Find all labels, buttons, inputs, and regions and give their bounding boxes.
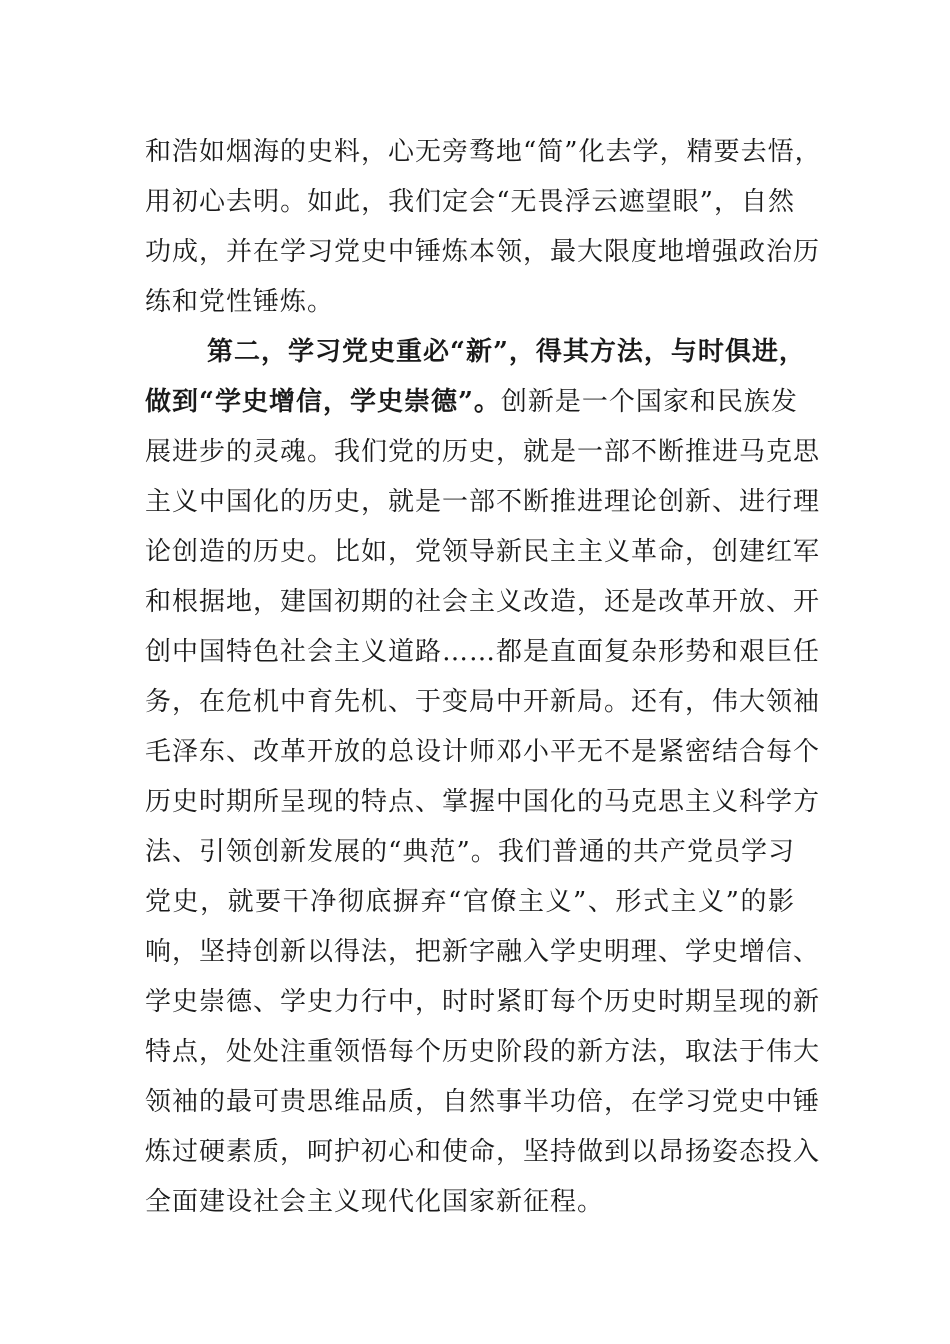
paragraph-2-heading-line-1: 第二，学习党史重必“新”，得其方法，与时俱进， — [207, 337, 806, 367]
paragraph-2-line-16: 全面建设社会主义现代化国家新征程。 — [145, 1187, 605, 1217]
paragraph-2-line-6: 务，在危机中育先机、于变局中开新局。还有，伟大领袖 — [145, 687, 821, 717]
paragraph-2-line-9: 法、引领创新发展的“典范”。我们普通的共产党员学习 — [145, 837, 795, 867]
paragraph-2-line-14: 领袖的最可贵思维品质，自然事半功倍，在学习党史中锤 — [145, 1087, 821, 1117]
paragraph-2 — [145, 327, 821, 1227]
paragraph-1-line-4: 练和党性锤炼。 — [145, 287, 335, 317]
paragraph-1-line-3: 功成，并在学习党史中锤炼本领，最大限度地增强政治历 — [145, 237, 821, 267]
paragraph-2-line-8: 历史时期所呈现的特点、掌握中国化的马克思主义科学方 — [145, 787, 821, 817]
paragraph-2-line-10: 党史，就要干净彻底摒弃“官僚主义”、形式主义”的影 — [145, 887, 795, 917]
paragraph-2-line-15: 炼过硬素质，呵护初心和使命，坚持做到以昂扬姿态投入 — [145, 1137, 821, 1167]
paragraph-2-line-13: 特点，处处注重领悟每个历史阶段的新方法，取法于伟大 — [145, 1037, 821, 1067]
paragraph-2-line-4: 和根据地，建国初期的社会主义改造，还是改革开放、开 — [145, 587, 821, 617]
paragraph-2-line-2: 主义中国化的历史，就是一部不断推进理论创新、进行理 — [145, 487, 821, 517]
paragraph-1-line-2: 用初心去明。如此，我们定会“无畏浮云遮望眼”，自然 — [145, 187, 795, 217]
paragraph-2-line-1: 展进步的灵魂。我们党的历史，就是一部不断推进马克思 — [145, 437, 821, 467]
paragraph-2-line-12: 学史崇德、学史力行中，时时紧盯每个历史时期呈现的新 — [145, 987, 821, 1017]
paragraph-2-line-11: 响，坚持创新以得法，把新字融入学史明理、学史增信、 — [145, 937, 821, 967]
paragraph-2-heading-rest: 创新是一个国家和民族发 — [500, 387, 798, 417]
paragraph-2-line-3: 论创造的历史。比如，党领导新民主主义革命，创建红军 — [145, 537, 821, 567]
paragraph-2-heading-line-2 — [145, 377, 798, 427]
paragraph-2-line-7: 毛泽东、改革开放的总设计师邓小平无不是紧密结合每个 — [145, 737, 821, 767]
paragraph-2-heading-bold: 做到“学史增信，学史崇德”。 — [145, 387, 501, 417]
paragraph-1 — [145, 127, 822, 327]
paragraph-1-line-1: 和浩如烟海的史料，心无旁骛地“简”化去学，精要去悟， — [145, 137, 822, 167]
paragraph-2-line-5: 创中国特色社会主义道路……都是直面复杂形势和艰巨任 — [145, 637, 821, 667]
